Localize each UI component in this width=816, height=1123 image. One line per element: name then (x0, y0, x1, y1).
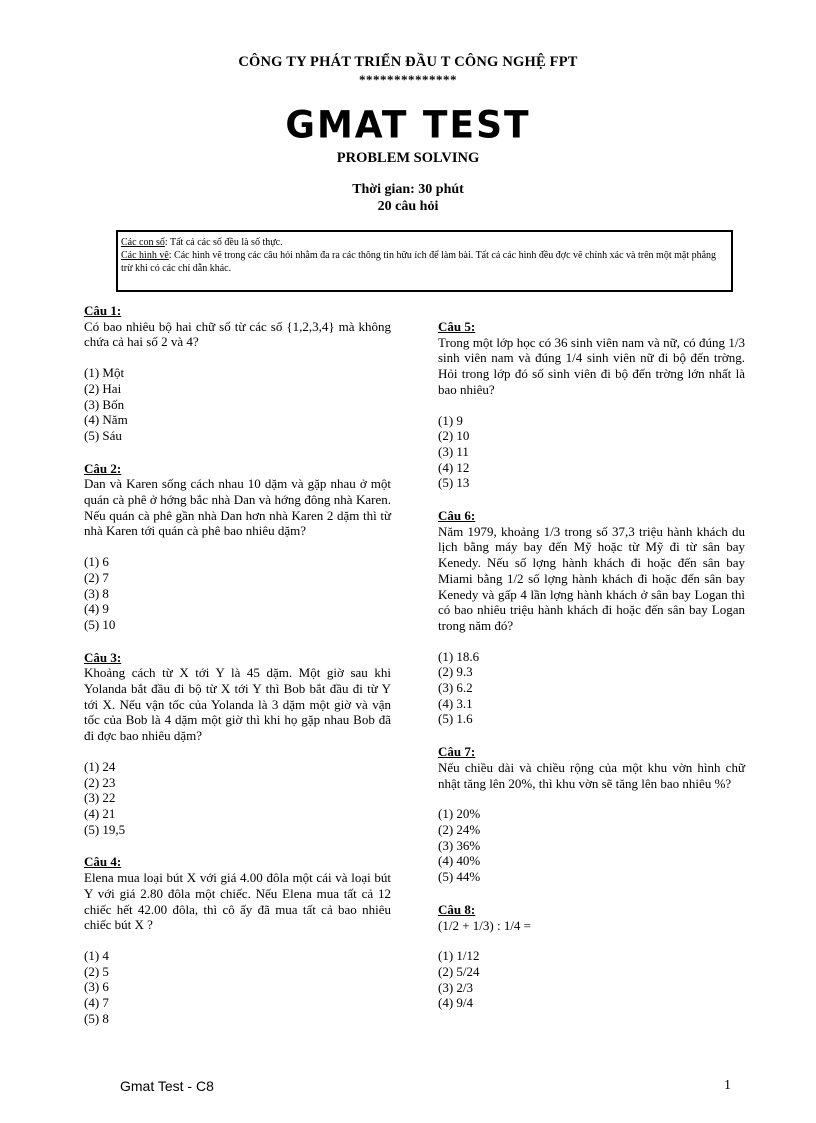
question-4 (84, 854, 391, 1026)
option: (4) 9 (84, 601, 109, 617)
page-title: GMAT TEST (285, 103, 531, 147)
question-text: Trong một lớp học có 36 sinh viên nam và nữ, có đúng 1/3 sinh viên nam và đúng 1/4 sinh viên nữ đi bộ đến trờng. Hỏi trong lớp đó số sinh viên đi bộ đến trờng lớn nhất là bao nhiêu? (438, 334, 745, 397)
footer-label: Gmat Test - C8 (120, 1078, 214, 1094)
question-title: Câu 8: (438, 901, 476, 917)
right-column (438, 319, 745, 1028)
options-list (84, 759, 391, 838)
page-subtitle: PROBLEM SOLVING (336, 150, 480, 166)
note-numbers (121, 236, 727, 249)
question-7 (438, 744, 745, 885)
time-limit: Thời gian: 30 phút (352, 182, 464, 197)
option: (4) 9/4 (438, 995, 474, 1011)
option: (3) 2/3 (438, 979, 474, 995)
options-list (438, 948, 745, 1011)
option: (5) 1.6 (438, 711, 473, 727)
options-list (84, 554, 391, 633)
question-8 (438, 902, 745, 1011)
question-title: Câu 3: (84, 649, 122, 665)
option: (3) 8 (84, 585, 109, 601)
question-title: Câu 5: (438, 319, 476, 334)
option: (2) 10 (438, 428, 470, 444)
question-text: (1/2 + 1/3) : 1/4 = (438, 917, 532, 933)
options-list (438, 806, 745, 885)
option: (5) 44% (438, 869, 481, 885)
option: (4) 40% (438, 853, 481, 869)
option: (1) 20% (438, 806, 481, 822)
company-name: CÔNG TY PHÁT TRIỂN ĐẦU T CÔNG NGHỆ FPT (238, 54, 578, 70)
question-3 (84, 650, 391, 838)
option: (1) 18.6 (438, 648, 480, 664)
option: (1) 6 (84, 554, 109, 570)
question-title: Câu 2: (84, 460, 122, 476)
note-figures-term: Các hình vẽ (121, 250, 169, 261)
option: (1) 1/12 (438, 948, 480, 964)
option: (3) 6 (84, 979, 109, 995)
separator-stars: ************** (359, 72, 457, 87)
option: (1) 9 (438, 412, 463, 428)
question-text: Dan và Karen sống cách nhau 10 dặm và gặp nhau ở một quán cà phê ở hớng bắc nhà Dan và hớng đông nhà Karen. Nếu quán cà phê gần nhà Dan hơn nhà Karen 2 dặm thì từ nhà Karen tới quán cà phê bao nhiêu dặm? (84, 476, 391, 539)
option: (2) 23 (84, 774, 116, 790)
option: (2) 7 (84, 569, 109, 585)
options-list (84, 948, 391, 1027)
question-1 (84, 303, 391, 444)
option: (4) 21 (84, 805, 116, 821)
option: (5) 8 (84, 1010, 109, 1026)
option: (4) 7 (84, 995, 109, 1011)
question-count: 20 câu hỏi (377, 199, 439, 214)
question-text: Khoảng cách từ X tới Y là 45 dặm. Một giờ sau khi Yolanda bắt đầu đi bộ từ X tới Y thì Bob bắt đầu đi từ Y tới X. Nếu vận tốc của Yolanda là 3 dặm một giờ và vận tốc của Bob là 4 dặm một giờ thì khi họ gặp nhau Bob đã đi đợc bao nhiêu dặm? (84, 665, 391, 744)
option: (1) Một (84, 365, 125, 381)
note-numbers-text: : Tất cả các số đều là số thực. (164, 237, 283, 248)
note-figures-text: : Các hình vẽ trong các câu hỏi nhằm đa ra các thông tin hữu ích để làm bài. Tất cả các hình đều đợc vẽ chính xác và trên một mặt phẳng trừ khi có các chỉ dẫn khác. (121, 250, 717, 274)
option: (2) 24% (438, 821, 481, 837)
options-list (438, 413, 745, 492)
options-list (84, 365, 391, 444)
question-title: Câu 1: (84, 303, 122, 318)
question-text: Năm 1979, khoảng 1/3 trong số 37,3 triệu hành khách du lịch bằng máy bay đến Mỹ hoặc từ Mỹ đi từ sân bay Kenedy. Nếu số lợng hành khách đi hoặc đến sân bay Miami bằng 1/2 số lợng hành khách đi hoặc đến sân bay Kenedy và gấp 4 lần lợng hành khách ở sân bay Logan thì có bao nhiêu triệu hành khách đi hoặc đến sân bay Logan trong năm đó? (438, 523, 745, 633)
option: (5) 13 (438, 475, 470, 491)
options-list (438, 649, 745, 728)
question-5 (438, 319, 745, 491)
option: (5) 19,5 (84, 821, 126, 837)
option: (1) 4 (84, 947, 109, 963)
instructions-box (116, 230, 733, 292)
option: (3) Bốn (84, 396, 125, 412)
option: (4) 3.1 (438, 695, 473, 711)
option: (2) 5/24 (438, 963, 480, 979)
question-title: Câu 7: (438, 744, 476, 760)
question-title: Câu 4: (84, 854, 122, 870)
question-text: Elena mua loại bút X với giá 4.00 đôla một cái và loại bút Y với giá 2.80 đôla một chiếc. Nếu Elena mua tất cả 12 chiếc hết 42.00 đôla, thì cô ấy đã mua tất cả bao nhiêu chiếc bút X ? (84, 870, 391, 933)
page-number: 1 (724, 1078, 731, 1093)
option: (4) Năm (84, 412, 128, 428)
question-text: Có bao nhiêu bộ hai chữ số từ các số {1,2,3,4} mà không chứa cả hai số 2 và 4? (84, 318, 391, 350)
note-figures (121, 249, 727, 275)
option: (3) 36% (438, 837, 481, 853)
option: (3) 11 (438, 443, 469, 459)
question-6 (438, 508, 745, 727)
option: (3) 6.2 (438, 680, 473, 696)
option: (5) 10 (84, 616, 116, 632)
option: (1) 24 (84, 758, 116, 774)
option: (2) 5 (84, 963, 109, 979)
test-info (0, 181, 816, 215)
left-column (84, 303, 391, 1043)
question-text: Nếu chiều dài và chiều rộng của một khu vờn hình chữ nhật tăng lên 20%, thì khu vờn sẽ tăng lên bao nhiêu %? (438, 759, 745, 791)
question-title: Câu 6: (438, 508, 476, 524)
option: (3) 22 (84, 790, 116, 806)
question-2 (84, 461, 391, 633)
option: (5) Sáu (84, 427, 122, 443)
option: (2) Hai (84, 380, 122, 396)
note-numbers-term: Các con số (121, 237, 165, 248)
option: (2) 9.3 (438, 664, 473, 680)
option: (4) 12 (438, 459, 470, 475)
